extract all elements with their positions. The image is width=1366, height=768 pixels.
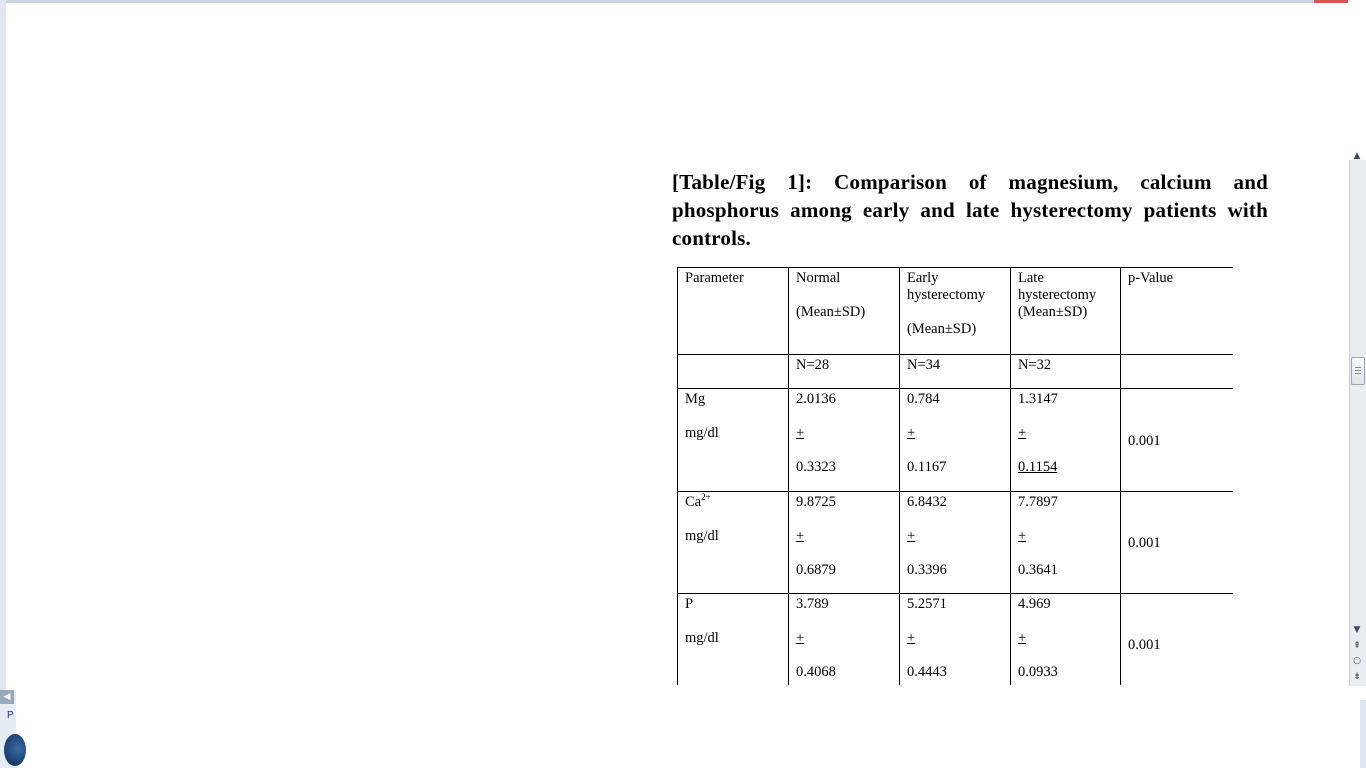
normal-sd: 0.4068 [796,664,836,680]
select-browse-object-icon[interactable]: ○ [1353,656,1361,666]
comparison-table [677,267,1233,685]
plus-minus-sign: + [796,630,805,646]
count-early: N=34 [907,357,941,373]
early-value-cell [900,389,1011,492]
count-cell-late [1011,355,1121,389]
start-orb-icon[interactable] [4,734,26,766]
late-value-cell [1011,492,1121,594]
table-row [678,492,1234,594]
table-row [678,389,1234,492]
plus-minus-sign: + [1018,630,1027,646]
count-cell-early [900,355,1011,389]
early-mean: 6.8432 [907,494,947,510]
header-normal-sub: (Mean±SD) [796,304,866,320]
param-name: Mg [685,391,706,407]
plus-minus-sign: + [907,630,916,646]
normal-mean: 2.0136 [796,391,836,407]
header-cell-pvalue [1121,268,1234,355]
early-sd: 0.3396 [907,562,947,578]
header-cell-parameter [678,268,789,355]
param-name: Ca [685,494,702,510]
vertical-scrollbar[interactable] [1349,160,1366,686]
normal-mean: 9.8725 [796,494,836,510]
late-mean: 1.3147 [1018,391,1058,407]
scroll-left-icon[interactable]: ◀ [0,690,14,704]
header-late-label-1: Late [1018,270,1044,286]
header-cell-early [900,268,1011,355]
header-early-sub: (Mean±SD) [907,321,977,337]
window-left-border [0,0,6,690]
header-late-label-2: hysterectomy [1018,287,1097,303]
plus-minus-sign: + [1018,425,1027,441]
thumb-grip-line [1355,373,1361,374]
late-sd: 0.1154 [1018,459,1058,475]
plus-minus-sign: + [907,425,916,441]
window-top-border [0,0,1366,3]
header-normal-label: Normal [796,270,841,286]
early-mean: 0.784 [907,391,940,407]
scroll-down-icon[interactable]: ▼ [1353,625,1361,635]
count-late: N=32 [1018,357,1052,373]
normal-value-cell [789,594,900,686]
header-parameter-label: Parameter [685,270,744,286]
header-early-label-2: hysterectomy [907,287,986,303]
normal-value-cell [789,492,900,594]
param-cell [678,492,789,594]
pvalue-cell [1121,594,1234,686]
plus-minus-sign: + [796,528,805,544]
count-cell-empty [678,355,789,389]
table-header-row [678,268,1234,355]
thumb-grip-line [1355,370,1361,371]
pvalue-cell [1121,389,1234,492]
plus-minus-sign: + [796,425,805,441]
early-value-cell [900,492,1011,594]
table-caption: [Table/Fig 1]: Comparison of magnesium, calcium and phosphorus among early and late hysterectomy patients with controls. [672,170,1268,250]
count-cell-normal [789,355,900,389]
param-unit: mg/dl [685,528,719,544]
thumb-grip-line [1355,367,1361,368]
count-cell-pvalue-empty [1121,355,1234,389]
normal-sd: 0.6879 [796,562,836,578]
param-unit: mg/dl [685,630,719,646]
scroll-up-icon[interactable]: ▲ [1353,151,1361,161]
p-value: 0.001 [1128,637,1161,653]
data-table-container [677,267,1233,685]
table-row [678,594,1234,686]
header-late-sub: (Mean±SD) [1018,304,1088,320]
window-right-edge [1360,700,1366,768]
late-sd: 0.3641 [1018,562,1058,578]
count-normal: N=28 [796,357,830,373]
scrollbar-thumb[interactable] [1351,357,1365,385]
plus-minus-sign: + [907,528,916,544]
header-cell-late [1011,268,1121,355]
param-unit: mg/dl [685,425,719,441]
normal-value-cell [789,389,900,492]
late-value-cell [1011,594,1121,686]
next-page-icon[interactable]: ⇟ [1353,672,1361,682]
pvalue-cell [1121,492,1234,594]
header-pvalue-label: p-Value [1128,270,1174,286]
late-mean: 4.969 [1018,596,1051,612]
late-mean: 7.7897 [1018,494,1058,510]
plus-minus-sign: + [1018,528,1027,544]
late-value-cell [1011,389,1121,492]
late-sd: 0.0933 [1018,664,1058,680]
status-letter: P [7,710,14,721]
p-value: 0.001 [1128,535,1161,551]
param-superscript: 2+ [701,492,711,503]
p-value: 0.001 [1128,432,1161,449]
early-mean: 5.2571 [907,596,947,612]
table-count-row [678,355,1234,389]
previous-page-icon[interactable]: ⇞ [1353,641,1361,651]
param-cell [678,389,789,492]
normal-mean: 3.789 [796,596,829,612]
early-sd: 0.4443 [907,664,947,680]
normal-sd: 0.3323 [796,459,836,475]
early-sd: 0.1167 [907,459,947,475]
param-cell [678,594,789,686]
header-early-label-1: Early [907,270,939,286]
early-value-cell [900,594,1011,686]
param-name: P [685,596,694,612]
header-cell-normal [789,268,900,355]
